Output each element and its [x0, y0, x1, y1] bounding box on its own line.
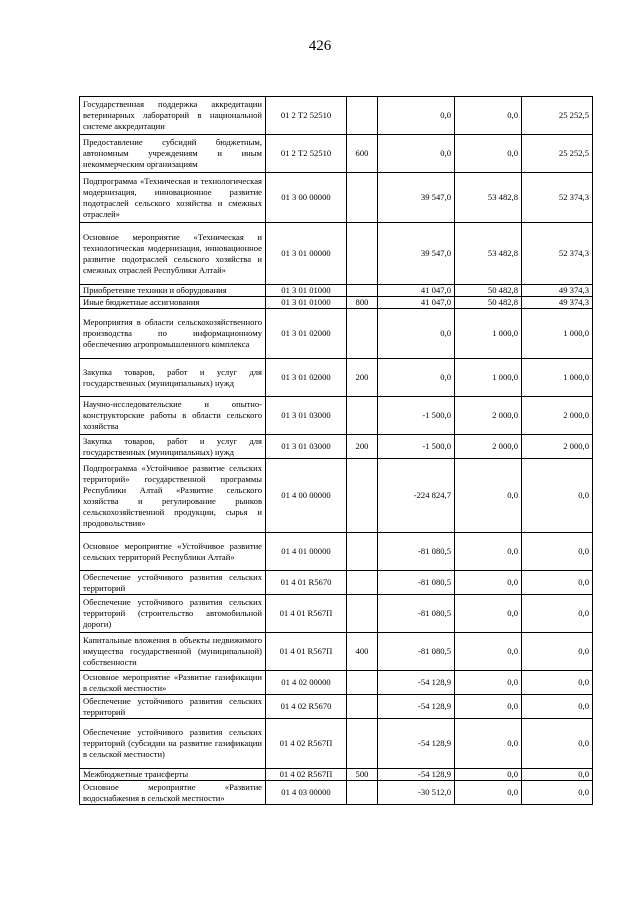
cell-name: Государственная поддержка аккредитации ветеринарных лабораторий в национальной системе аккредитации — [80, 97, 266, 135]
cell-value-2: 0,0 — [455, 769, 522, 781]
table-row — [80, 459, 593, 533]
table-row — [80, 695, 593, 719]
cell-code: 01 2 Т2 52510 — [266, 135, 347, 173]
page-number: 426 — [308, 38, 332, 54]
cell-name: Закупка товаров, работ и услуг для государственных (муниципальных) нужд — [80, 435, 266, 459]
cell-name: Обеспечение устойчивого развития сельских территорий (субсидии на развитие газификации в сельской местности) — [80, 719, 266, 769]
cell-code: 01 3 01 03000 — [266, 397, 347, 435]
cell-value-1: -54 128,9 — [378, 719, 455, 769]
cell-code: 01 4 01 R5670 — [266, 571, 347, 595]
cell-value-1: -81 080,5 — [378, 595, 455, 633]
cell-value-3: 25 252,5 — [522, 97, 593, 135]
cell-value-3: 1 000,0 — [522, 359, 593, 397]
cell-expense-type — [347, 309, 378, 359]
cell-value-2: 0,0 — [455, 135, 522, 173]
cell-expense-type — [347, 781, 378, 805]
cell-code: 01 2 Т2 52510 — [266, 97, 347, 135]
cell-code: 01 3 01 01000 — [266, 297, 347, 309]
cell-name: Капитальные вложения в объекты недвижимого имущества государственной (муниципальной) собственности — [80, 633, 266, 671]
cell-value-1: -81 080,5 — [378, 633, 455, 671]
cell-code: 01 4 02 R5670 — [266, 695, 347, 719]
cell-value-1: -54 128,9 — [378, 695, 455, 719]
cell-code: 01 4 02 00000 — [266, 671, 347, 695]
cell-value-3: 2 000,0 — [522, 397, 593, 435]
cell-value-1: 0,0 — [378, 309, 455, 359]
cell-value-3: 0,0 — [522, 533, 593, 571]
table-row — [80, 97, 593, 135]
cell-code: 01 3 01 03000 — [266, 435, 347, 459]
cell-value-2: 1 000,0 — [455, 309, 522, 359]
cell-expense-type — [347, 695, 378, 719]
cell-value-1: -54 128,9 — [378, 671, 455, 695]
cell-value-3: 49 374,3 — [522, 297, 593, 309]
cell-name: Основное мероприятие «Техническая и технологическая модернизация, инновационное развитие подотраслей сельского хозяйства и смежных отраслей Республики Алтай» — [80, 223, 266, 285]
cell-expense-type — [347, 595, 378, 633]
cell-expense-type: 200 — [347, 359, 378, 397]
cell-code: 01 3 01 00000 — [266, 223, 347, 285]
cell-expense-type: 200 — [347, 435, 378, 459]
cell-code: 01 4 01 R567П — [266, 633, 347, 671]
cell-value-3: 0,0 — [522, 769, 593, 781]
cell-value-2: 53 482,8 — [455, 223, 522, 285]
cell-expense-type — [347, 571, 378, 595]
cell-value-2: 0,0 — [455, 97, 522, 135]
cell-code: 01 4 00 00000 — [266, 459, 347, 533]
cell-name: Обеспечение устойчивого развития сельских территорий (строительство автомобильной дороги) — [80, 595, 266, 633]
cell-expense-type — [347, 223, 378, 285]
cell-code: 01 4 02 R567П — [266, 719, 347, 769]
budget-table-body — [80, 97, 593, 805]
table-row — [80, 435, 593, 459]
table-row — [80, 781, 593, 805]
cell-expense-type — [347, 719, 378, 769]
cell-expense-type: 800 — [347, 297, 378, 309]
cell-value-1: 0,0 — [378, 135, 455, 173]
cell-name: Обеспечение устойчивого развития сельских территорий — [80, 695, 266, 719]
cell-name: Предоставление субсидий бюджетным, автономным учреждениям и иным некоммерческим организациям — [80, 135, 266, 173]
cell-name: Основное мероприятие «Развитие водоснабжения в сельской местности» — [80, 781, 266, 805]
cell-value-2: 0,0 — [455, 595, 522, 633]
cell-name: Основное мероприятие «Развитие газификации в сельской местности» — [80, 671, 266, 695]
cell-value-2: 0,0 — [455, 571, 522, 595]
cell-value-1: -224 824,7 — [378, 459, 455, 533]
cell-value-2: 2 000,0 — [455, 397, 522, 435]
cell-expense-type — [347, 173, 378, 223]
cell-value-1: 0,0 — [378, 97, 455, 135]
table-row — [80, 533, 593, 571]
cell-expense-type — [347, 97, 378, 135]
cell-value-3: 0,0 — [522, 781, 593, 805]
cell-value-3: 52 374,3 — [522, 173, 593, 223]
table-row — [80, 595, 593, 633]
cell-value-2: 1 000,0 — [455, 359, 522, 397]
table-row — [80, 223, 593, 285]
cell-value-1: -81 080,5 — [378, 533, 455, 571]
cell-value-2: 0,0 — [455, 671, 522, 695]
cell-value-2: 2 000,0 — [455, 435, 522, 459]
budget-table — [79, 96, 593, 805]
cell-value-3: 49 374,3 — [522, 285, 593, 297]
cell-name: Межбюджетные трансферты — [80, 769, 266, 781]
cell-code: 01 3 01 02000 — [266, 309, 347, 359]
cell-code: 01 4 01 R567П — [266, 595, 347, 633]
cell-name: Иные бюджетные ассигнования — [80, 297, 266, 309]
cell-value-2: 0,0 — [455, 533, 522, 571]
cell-value-1: 39 547,0 — [378, 223, 455, 285]
table-row — [80, 135, 593, 173]
cell-expense-type: 600 — [347, 135, 378, 173]
cell-name: Закупка товаров, работ и услуг для государственных (муниципальных) нужд — [80, 359, 266, 397]
cell-value-1: -1 500,0 — [378, 397, 455, 435]
cell-value-1: 0,0 — [378, 359, 455, 397]
cell-value-2: 53 482,8 — [455, 173, 522, 223]
cell-value-3: 1 000,0 — [522, 309, 593, 359]
cell-code: 01 4 02 R567П — [266, 769, 347, 781]
cell-code: 01 4 03 00000 — [266, 781, 347, 805]
cell-name: Научно-исследовательские и опытно-конструкторские работы в области сельского хозяйства — [80, 397, 266, 435]
table-row — [80, 359, 593, 397]
cell-value-2: 0,0 — [455, 695, 522, 719]
cell-value-3: 0,0 — [522, 695, 593, 719]
cell-value-2: 50 482,8 — [455, 297, 522, 309]
cell-value-3: 0,0 — [522, 671, 593, 695]
cell-value-1: -81 080,5 — [378, 571, 455, 595]
cell-value-3: 25 252,5 — [522, 135, 593, 173]
cell-expense-type: 500 — [347, 769, 378, 781]
table-row — [80, 719, 593, 769]
table-row — [80, 671, 593, 695]
cell-value-1: 39 547,0 — [378, 173, 455, 223]
cell-value-3: 0,0 — [522, 459, 593, 533]
cell-value-1: 41 047,0 — [378, 297, 455, 309]
cell-value-3: 0,0 — [522, 633, 593, 671]
table-row — [80, 633, 593, 671]
cell-code: 01 3 01 01000 — [266, 285, 347, 297]
table-row — [80, 769, 593, 781]
cell-code: 01 4 01 00000 — [266, 533, 347, 571]
table-row — [80, 309, 593, 359]
cell-value-1: -30 512,0 — [378, 781, 455, 805]
cell-expense-type — [347, 533, 378, 571]
cell-value-2: 0,0 — [455, 459, 522, 533]
cell-expense-type — [347, 397, 378, 435]
table-row — [80, 397, 593, 435]
cell-value-2: 0,0 — [455, 781, 522, 805]
cell-value-3: 52 374,3 — [522, 223, 593, 285]
cell-value-3: 0,0 — [522, 719, 593, 769]
cell-value-3: 0,0 — [522, 571, 593, 595]
cell-value-1: -54 128,9 — [378, 769, 455, 781]
cell-name: Обеспечение устойчивого развития сельских территорий — [80, 571, 266, 595]
cell-value-3: 2 000,0 — [522, 435, 593, 459]
cell-value-3: 0,0 — [522, 595, 593, 633]
cell-value-2: 50 482,8 — [455, 285, 522, 297]
cell-expense-type — [347, 459, 378, 533]
cell-value-1: 41 047,0 — [378, 285, 455, 297]
cell-name: Основное мероприятие «Устойчивое развитие сельских территорий Республики Алтай» — [80, 533, 266, 571]
cell-name: Подпрограмма «Устойчивое развитие сельских территорий» государственной программы Республики Алтай «Развитие сельского хозяйства и регулирование рынков сельскохозяйственной продукции, сырья и продовольствия» — [80, 459, 266, 533]
cell-name: Приобретение техники и оборудования — [80, 285, 266, 297]
cell-expense-type — [347, 671, 378, 695]
cell-name: Мероприятия в области сельскохозяйственного производства по информационному обеспечению агропромышленного комплекса — [80, 309, 266, 359]
cell-expense-type — [347, 285, 378, 297]
cell-value-2: 0,0 — [455, 633, 522, 671]
cell-expense-type: 400 — [347, 633, 378, 671]
table-row — [80, 297, 593, 309]
table-row — [80, 173, 593, 223]
cell-code: 01 3 01 02000 — [266, 359, 347, 397]
cell-name: Подпрограмма «Техническая и технологическая модернизация, инновационное развитие подотраслей сельского хозяйства и смежных отраслей» — [80, 173, 266, 223]
cell-code: 01 3 00 00000 — [266, 173, 347, 223]
cell-value-2: 0,0 — [455, 719, 522, 769]
table-row — [80, 285, 593, 297]
cell-value-1: -1 500,0 — [378, 435, 455, 459]
table-row — [80, 571, 593, 595]
